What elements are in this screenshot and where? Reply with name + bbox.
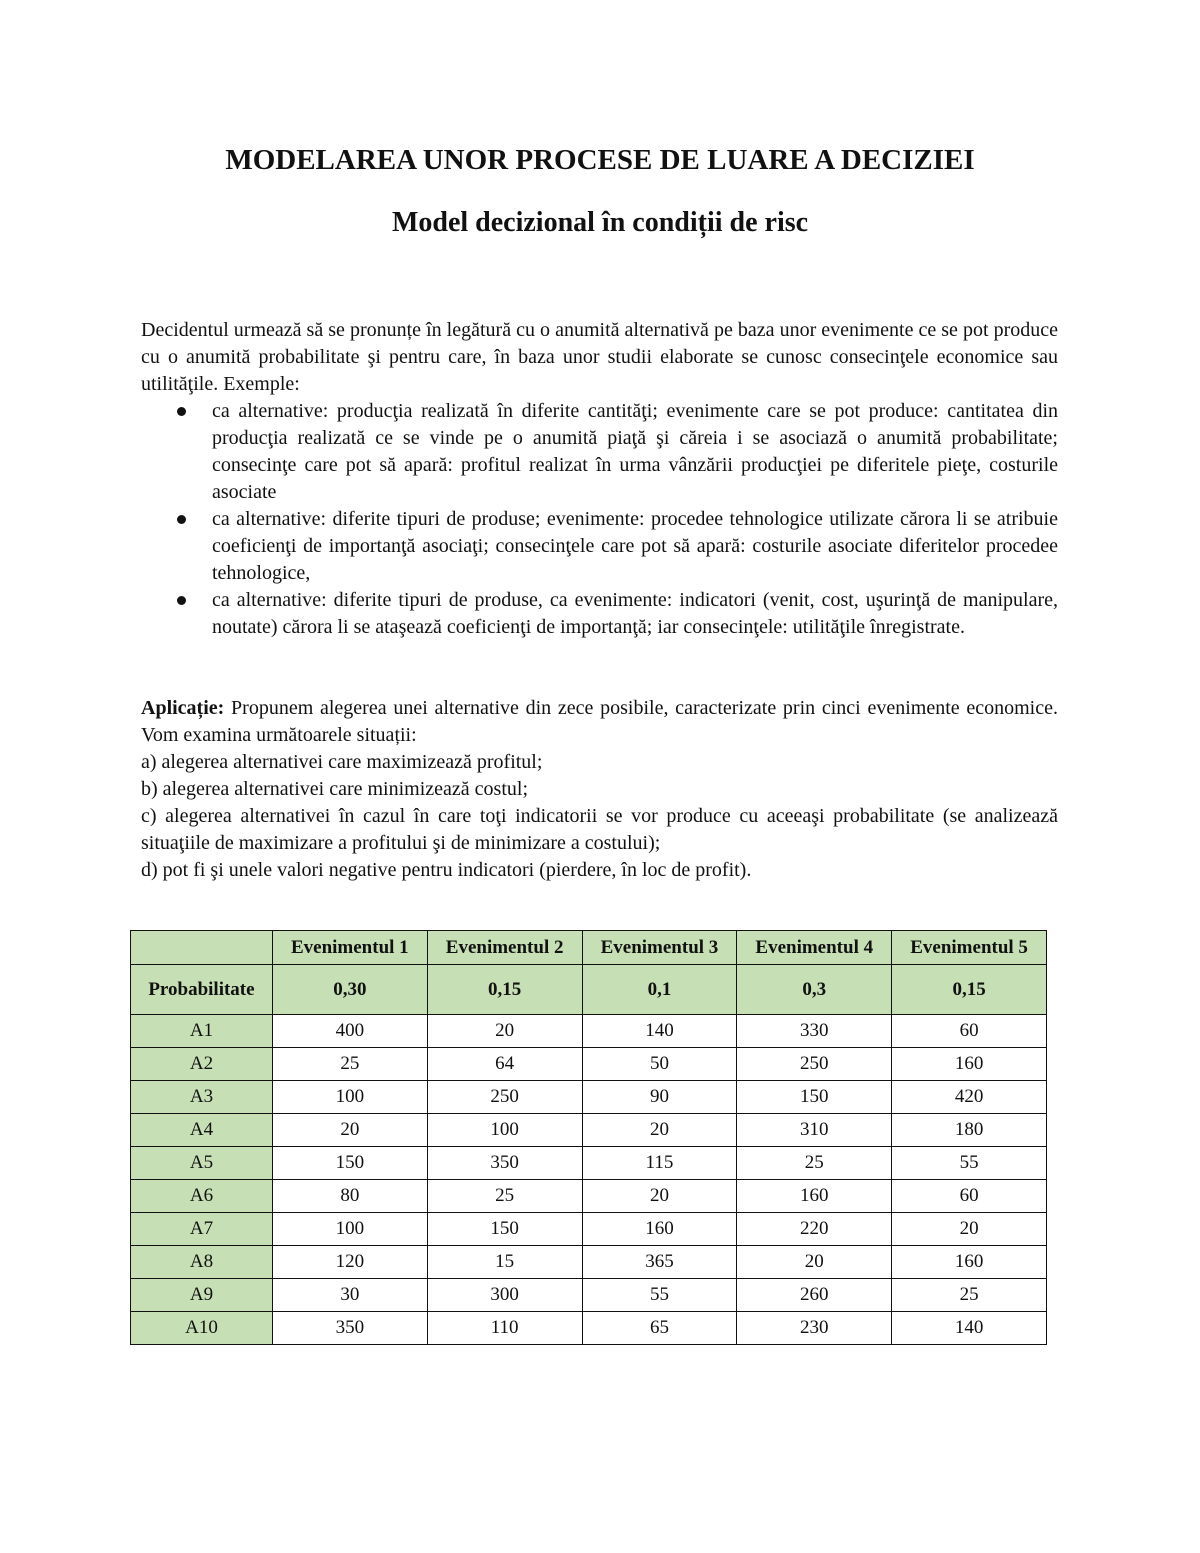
- table-cell: 110: [427, 1312, 582, 1345]
- table-cell: 150: [272, 1147, 427, 1180]
- table-cell: 310: [737, 1114, 892, 1147]
- table-cell: 100: [272, 1213, 427, 1246]
- examples-list: [141, 398, 1058, 641]
- table-corner-cell: [131, 931, 273, 965]
- table-row: [131, 1048, 1047, 1081]
- table-cell: 350: [427, 1147, 582, 1180]
- table-row: [131, 1180, 1047, 1213]
- application-paragraph: [141, 695, 1058, 749]
- table-cell: 50: [582, 1048, 737, 1081]
- table-cell: 115: [582, 1147, 737, 1180]
- table-cell: 365: [582, 1246, 737, 1279]
- table-row: [131, 1114, 1047, 1147]
- list-item-text: ca alternative: producţia realizată în diferite cantităţi; evenimente care se pot produce: cantitatea din producţia realizată ce se vinde pe o anumită piaţă şi căreia i se asociază o anumită probabilitate; consecinţe care pot să apară: profitul realizat în urma vânzării producţiei pe diferitele pieţe, costurile asociate: [212, 400, 1058, 503]
- table-cell: 25: [427, 1180, 582, 1213]
- table-cell: 30: [272, 1279, 427, 1312]
- probability-row: [131, 965, 1047, 1015]
- table-header-cell: Evenimentul 1: [272, 931, 427, 965]
- table-cell: 60: [892, 1015, 1047, 1048]
- table-cell: 120: [272, 1246, 427, 1279]
- table-cell: 220: [737, 1213, 892, 1246]
- table-row: [131, 1279, 1047, 1312]
- bullet-icon: [177, 407, 186, 416]
- probability-cell: 0,3: [737, 965, 892, 1015]
- alternative-label-cell: A1: [131, 1015, 273, 1048]
- table-cell: 160: [582, 1213, 737, 1246]
- table-cell: 140: [582, 1015, 737, 1048]
- application-text: Propunem alegerea unei alternative din zece posibile, caracterizate prin cinci evenimente economice. Vom examina următoarele situații:: [141, 697, 1058, 746]
- table-cell: 160: [892, 1048, 1047, 1081]
- table-cell: 90: [582, 1081, 737, 1114]
- table-cell: 25: [737, 1147, 892, 1180]
- application-item-b: b) alegerea alternativei care minimizează costul;: [141, 778, 529, 800]
- list-item: [141, 506, 1058, 587]
- alternative-label-cell: A3: [131, 1081, 273, 1114]
- table-row: [131, 1015, 1047, 1048]
- table-header-row: [131, 931, 1047, 965]
- application-item-c: c) alegerea alternativei în cazul în care toţi indicatorii se vor produce cu aceeaşi probabilitate (se analizează situaţiile de maximizare a profitului şi de minimizare a costului);: [141, 805, 1058, 854]
- table-cell: 160: [737, 1180, 892, 1213]
- table-cell: 20: [427, 1015, 582, 1048]
- table-row: [131, 1213, 1047, 1246]
- alternative-label-cell: A6: [131, 1180, 273, 1213]
- application-item-d: d) pot fi şi unele valori negative pentru indicatori (pierdere, în loc de profit).: [141, 859, 752, 881]
- table-cell: 20: [892, 1213, 1047, 1246]
- probability-cell: 0,15: [427, 965, 582, 1015]
- bullet-icon: [177, 596, 186, 605]
- table-cell: 180: [892, 1114, 1047, 1147]
- table-cell: 55: [582, 1279, 737, 1312]
- document-subtitle: Model decizional în condiții de risc: [391, 207, 809, 238]
- list-item: [141, 398, 1058, 506]
- decision-table: [130, 930, 1047, 1345]
- table-cell: 15: [427, 1246, 582, 1279]
- intro-paragraph: Decidentul urmează să se pronunțe în legătură cu o anumită alternativă pe baza unor evenimente ce se pot produce cu o anumită probabilitate şi pentru care, în baza unor studii elaborate se cunosc consecinţele economice sau utilităţile. Exemple:: [141, 319, 1058, 395]
- table-cell: 55: [892, 1147, 1047, 1180]
- table-cell: 250: [737, 1048, 892, 1081]
- alternative-label-cell: A4: [131, 1114, 273, 1147]
- table-cell: 330: [737, 1015, 892, 1048]
- probability-cell: 0,1: [582, 965, 737, 1015]
- table-header-cell: Evenimentul 2: [427, 931, 582, 965]
- list-item: [141, 587, 1058, 641]
- list-item-text: ca alternative: diferite tipuri de produse, ca evenimente: indicatori (venit, cost, uşurinţă de manipulare, noutate) cărora li se ataşează coeficienţi de importanţă; iar consecinţele: utilităţile înregistrate.: [212, 589, 1058, 638]
- table-row: [131, 1246, 1047, 1279]
- table-cell: 20: [737, 1246, 892, 1279]
- table-row: [131, 1147, 1047, 1180]
- alternative-label-cell: A8: [131, 1246, 273, 1279]
- table-cell: 350: [272, 1312, 427, 1345]
- probability-cell: 0,30: [272, 965, 427, 1015]
- table-body: [131, 1015, 1047, 1345]
- document-title: MODELAREA UNOR PROCESE DE LUARE A DECIZIEI: [225, 144, 975, 176]
- table-cell: 100: [272, 1081, 427, 1114]
- table-header-cell: Evenimentul 5: [892, 931, 1047, 965]
- probability-label: Probabilitate: [148, 978, 255, 1000]
- table-cell: 160: [892, 1246, 1047, 1279]
- table-cell: 20: [582, 1180, 737, 1213]
- table-row: [131, 1081, 1047, 1114]
- alternative-label-cell: A10: [131, 1312, 273, 1345]
- table-cell: 250: [427, 1081, 582, 1114]
- table-cell: 64: [427, 1048, 582, 1081]
- table-cell: 150: [737, 1081, 892, 1114]
- table-header-cell: Evenimentul 3: [582, 931, 737, 965]
- table-cell: 140: [892, 1312, 1047, 1345]
- table-cell: 20: [272, 1114, 427, 1147]
- table-cell: 300: [427, 1279, 582, 1312]
- table-cell: 260: [737, 1279, 892, 1312]
- table-cell: 100: [427, 1114, 582, 1147]
- table-cell: 25: [892, 1279, 1047, 1312]
- alternative-label-cell: A5: [131, 1147, 273, 1180]
- table-row: [131, 1312, 1047, 1345]
- table-cell: 20: [582, 1114, 737, 1147]
- table-cell: 150: [427, 1213, 582, 1246]
- bullet-icon: [177, 515, 186, 524]
- application-item-a: a) alegerea alternativei care maximizează profitul;: [141, 751, 543, 773]
- probability-cell: 0,15: [892, 965, 1047, 1015]
- table-cell: 420: [892, 1081, 1047, 1114]
- alternative-label-cell: A7: [131, 1213, 273, 1246]
- table-cell: 60: [892, 1180, 1047, 1213]
- table-cell: 65: [582, 1312, 737, 1345]
- alternative-label-cell: A9: [131, 1279, 273, 1312]
- table-cell: 80: [272, 1180, 427, 1213]
- table-cell: 230: [737, 1312, 892, 1345]
- probability-label-cell: [131, 965, 273, 1015]
- application-label: Aplicație:: [141, 697, 225, 719]
- table-cell: 400: [272, 1015, 427, 1048]
- list-item-text: ca alternative: diferite tipuri de produse; evenimente: procedee tehnologice utilizate cărora li se atribuie coeficienţi de importanţă asociaţi; consecinţele care pot să apară: costurile asociate diferitelor procedee tehnologice,: [212, 508, 1058, 584]
- alternative-label-cell: A2: [131, 1048, 273, 1081]
- table-header-cell: Evenimentul 4: [737, 931, 892, 965]
- table-cell: 25: [272, 1048, 427, 1081]
